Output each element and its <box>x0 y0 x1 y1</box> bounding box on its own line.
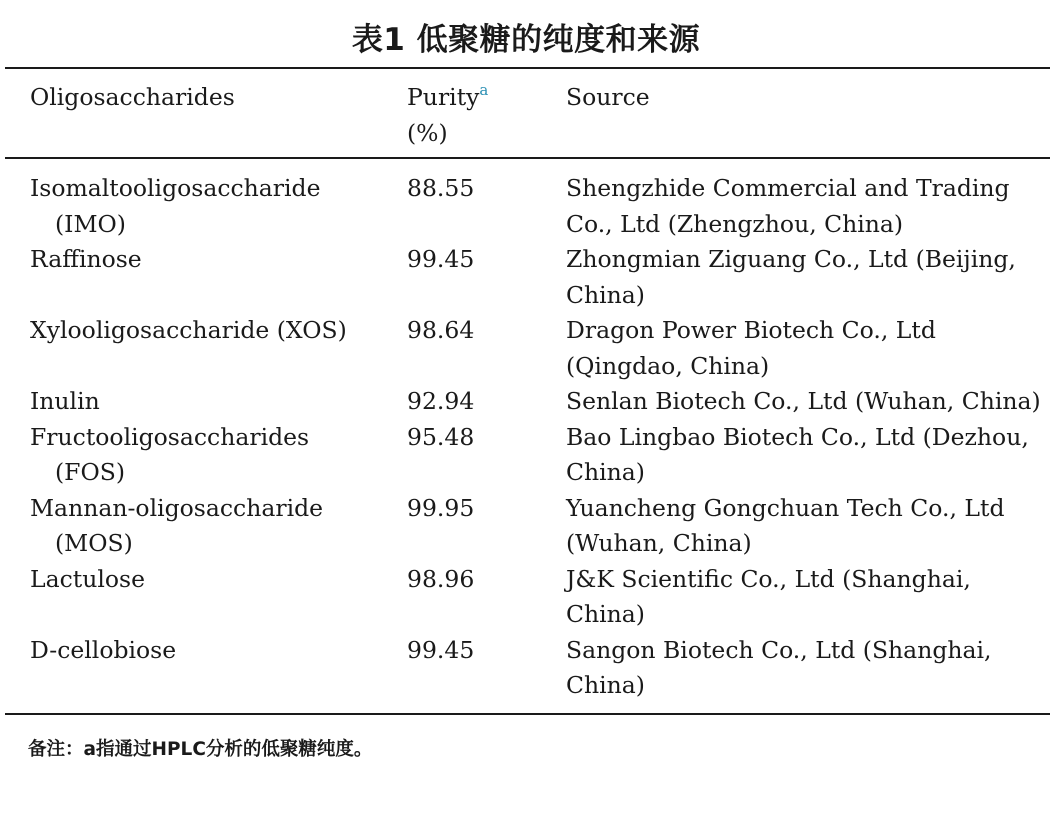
oligosaccharide-name: Raffinose <box>30 245 142 273</box>
table-title: 表1 低聚糖的纯度和来源 <box>351 22 701 58</box>
purity-value: 99.95 <box>407 493 475 522</box>
oligosaccharide-name: Lactulose <box>30 564 145 593</box>
purity-value: 99.45 <box>407 635 475 664</box>
header-purity-footnote-marker: a <box>479 81 489 99</box>
oligosaccharide-name: D-cellobiose <box>30 635 177 664</box>
purity-value: 95.48 <box>407 422 475 451</box>
header-purity <box>407 80 488 116</box>
top-rule <box>5 67 1050 69</box>
source-text: Co., Ltd (Zhengzhou, China) <box>566 209 904 238</box>
source-text: J&K Scientific Co., Ltd (Shanghai, <box>566 564 971 593</box>
oligosaccharide-name: Inulin <box>30 387 100 415</box>
oligosaccharide-name: Mannan-oligosaccharide <box>30 493 324 522</box>
purity-value: 98.64 <box>407 316 475 344</box>
table-footnote: 备注：a指通过HPLC分析的低聚糖纯度。 <box>28 739 373 760</box>
source-text: (Wuhan, China) <box>566 529 752 557</box>
source-text: Zhongmian Ziguang Co., Ltd (Beijing, <box>566 245 1016 273</box>
purity-value: 92.94 <box>407 387 475 415</box>
bottom-rule <box>5 713 1050 715</box>
source-text: Bao Lingbao Biotech Co., Ltd (Dezhou, <box>566 422 1029 451</box>
source-text: Sangon Biotech Co., Ltd (Shanghai, <box>566 635 992 664</box>
source-text: China) <box>566 280 645 309</box>
source-text: Senlan Biotech Co., Ltd (Wuhan, China) <box>566 387 1041 415</box>
purity-value: 98.96 <box>407 564 475 593</box>
oligosaccharide-name: (IMO) <box>55 209 126 238</box>
source-text: China) <box>566 458 645 486</box>
source-text: Dragon Power Biotech Co., Ltd <box>566 316 936 344</box>
header-source: Source <box>566 83 650 111</box>
source-text: Yuancheng Gongchuan Tech Co., Ltd <box>566 493 1005 522</box>
source-text: Shengzhide Commercial and Trading <box>566 174 1010 202</box>
oligosaccharide-name: (MOS) <box>55 529 133 557</box>
header-purity-unit: (%) <box>407 119 448 147</box>
oligosaccharide-name: (FOS) <box>55 458 126 486</box>
purity-value: 99.45 <box>407 245 475 273</box>
purity-value: 88.55 <box>407 174 475 202</box>
oligosaccharide-name: Fructooligosaccharides <box>30 422 310 451</box>
oligosaccharide-name: Xylooligosaccharide (XOS) <box>30 316 347 344</box>
source-text: (Qingdao, China) <box>566 351 770 380</box>
header-oligosaccharides: Oligosaccharides <box>30 83 235 111</box>
header-rule <box>5 157 1050 159</box>
header-purity-label: Purity <box>407 83 480 111</box>
source-text: China) <box>566 671 645 699</box>
oligosaccharide-name: Isomaltooligosaccharide <box>30 174 321 202</box>
source-text: China) <box>566 600 645 628</box>
